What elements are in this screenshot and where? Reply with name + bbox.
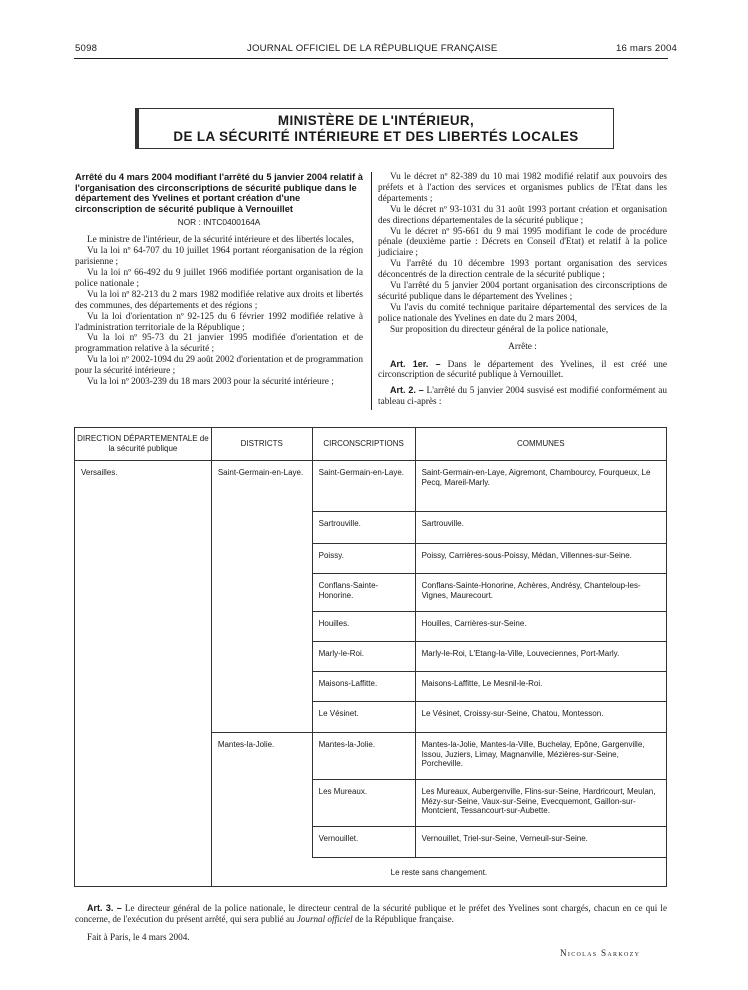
district-cell	[211, 544, 312, 574]
circonscription-cell: Les Mureaux.	[312, 780, 415, 827]
page-number: 5098	[75, 43, 98, 54]
circonscription-cell: Houilles.	[312, 612, 415, 642]
article-3-text-before: Le directeur général de la police nationale, le directeur central de la sécurité publique et le préfet des Yvelines sont chargés, chacun en ce qui le concerne, de l'exécution du présent arrêté, qui sera publié au	[75, 903, 667, 924]
visa-paragraph: Vu la loi nº 64-707 du 10 juillet 1964 portant réorganisation de la région parisienne ;	[75, 246, 363, 268]
circonscription-cell: Conflans-Sainte-Honorine.	[312, 574, 415, 612]
communes-cell: Le Vésinet, Croissy-sur-Seine, Chatou, Montesson.	[415, 702, 666, 733]
article-2	[378, 385, 667, 408]
communes-cell: Poissy, Carrières-sous-Poissy, Médan, Villennes-sur-Seine.	[415, 544, 666, 574]
circonscription-cell: Maisons-Laffitte.	[312, 672, 415, 702]
district-cell: Saint-Germain-en-Laye.	[211, 461, 312, 512]
visa-paragraph: Vu la loi nº 95-73 du 21 janvier 1995 modifiée d'orientation et de programmation relative à la sécurité ;	[75, 333, 363, 355]
circonscription-cell: Marly-le-Roi.	[312, 642, 415, 672]
header-communes: COMMUNES	[415, 428, 666, 461]
visa-paragraph: Vu l'arrêté du 10 décembre 1993 portant organisation des services déconcentrés de la direction centrale de la sécurité publique ;	[378, 259, 667, 281]
article-2-text: L'arrêté du 5 janvier 2004 susvisé est modifié conformément au tableau ci-après :	[378, 386, 667, 408]
communes-cell: Mantes-la-Jolie, Mantes-la-Ville, Buchelay, Epône, Gargenville, Issou, Juziers, Limay, Magnanville, Mézières-sur-Seine, Porcheville.	[415, 733, 666, 780]
communes-cell: Sartrouville.	[415, 512, 666, 544]
visa-paragraph: Vu le décret nº 95-661 du 9 mai 1995 modifiant le code de procédure pénale (deuxième partie : Décrets en Conseil d'Etat) et relatif à la police judiciaire ;	[378, 226, 667, 259]
visa-paragraph: Sur proposition du directeur général de la police nationale,	[390, 324, 609, 335]
ministry-line-1: MINISTÈRE DE L'INTÉRIEUR,	[277, 113, 475, 128]
communes-cell: Les Mureaux, Aubergenville, Flins-sur-Seine, Hardricourt, Meulan, Mézy-sur-Seine, Vaux-sur-Seine, Evecquemont, Gaillon-sur-Montcient, Tessancourt-sur-Aubette.	[415, 780, 666, 827]
circonscriptions-table	[74, 427, 667, 887]
district-cell	[211, 702, 312, 733]
right-column	[378, 172, 667, 408]
circonscription-cell: Sartrouville.	[312, 512, 415, 544]
signature: Nicolas Sarkozy	[560, 948, 641, 958]
communes-cell: Conflans-Sainte-Honorine, Achères, Andrésy, Chanteloup-les-Vignes, Maurecourt.	[415, 574, 666, 612]
visa-paragraph: Vu l'arrêté du 5 janvier 2004 portant organisation des circonscriptions de sécurité publique dans le département des Yvelines ;	[378, 281, 667, 302]
table-footer-note: Le reste sans changement.	[211, 858, 666, 887]
place-date: Fait à Paris, le 4 mars 2004.	[87, 932, 190, 942]
header-rule	[74, 58, 668, 59]
visa-paragraph: Vu la loi d'orientation nº 92-125 du 6 février 1992 modifiée relative à l'administration territoriale de la République ;	[75, 311, 363, 333]
circonscription-cell: Le Vésinet.	[312, 702, 415, 733]
ministry-line-2: DE LA SÉCURITÉ INTÉRIEURE ET DES LIBERTÉS LOCALES	[173, 129, 579, 144]
district-cell: Mantes-la-Jolie.	[211, 733, 312, 780]
visa-paragraph: Vu la loi nº 2003-239 du 18 mars 2003 pour la sécurité intérieure ;	[87, 377, 334, 388]
article-1-text: Dans le département des Yvelines, il est créé une circonscription de sécurité publique à Vernouillet.	[378, 359, 668, 381]
circonscription-cell: Poissy.	[312, 544, 415, 574]
communes-cell: Saint-Germain-en-Laye, Aigremont, Chambourcy, Fourqueux, Le Pecq, Mareil-Marly.	[415, 461, 666, 512]
article-1-label: Art. 1er. –	[390, 358, 441, 369]
issue-date: 16 mars 2004	[616, 43, 678, 54]
communes-cell: Marly-le-Roi, L'Etang-la-Ville, Louveciennes, Port-Marly.	[415, 642, 666, 672]
circonscription-cell: Vernouillet.	[312, 827, 415, 858]
visa-paragraph: Vu l'avis du comité technique paritaire départemental des services de la police nationale des Yvelines en date du 2 mars 2004,	[378, 302, 667, 324]
communes-cell: Maisons-Laffitte, Le Mesnil-le-Roi.	[415, 672, 666, 702]
visa-paragraph: Vu la loi nº 2002-1094 du 29 août 2002 d'orientation et de programmation pour la sécurité intérieure ;	[75, 355, 363, 377]
article-3-text-after: de la République française.	[354, 913, 454, 924]
district-cell	[211, 512, 312, 544]
visa-paragraph: Vu le décret nº 93-1031 du 31 août 1993 portant création et organisation des directions départementales de la sécurité publique ;	[378, 204, 667, 226]
district-cell	[211, 672, 312, 702]
header-circonscriptions: CIRCONSCRIPTIONS	[312, 428, 415, 461]
header-direction: DIRECTION DÉPARTEMENTALE de la sécurité publique	[75, 428, 212, 461]
visa-paragraph: Vu la loi nº 66-492 du 9 juillet 1966 modifiée portant organisation de la police nationale ;	[75, 268, 363, 289]
circonscription-cell: Mantes-la-Jolie.	[312, 733, 415, 780]
communes-cell: Vernouillet, Triel-sur-Seine, Verneuil-sur-Seine.	[415, 827, 666, 858]
district-cell	[211, 827, 312, 858]
article-1	[378, 359, 667, 382]
district-cell	[211, 642, 312, 672]
arrete-word: Arrête :	[508, 341, 537, 352]
circonscription-cell: Saint-Germain-en-Laye.	[312, 461, 415, 512]
column-divider	[371, 172, 372, 410]
direction-cell: Versailles.	[75, 461, 212, 887]
article-3-label: Art. 3. –	[87, 903, 122, 913]
visa-paragraph: Le ministre de l'intérieur, de la sécurité intérieure et des libertés locales,	[87, 235, 354, 246]
left-column	[75, 172, 363, 388]
communes-cell: Houilles, Carrières-sur-Seine.	[415, 612, 666, 642]
district-cell	[211, 612, 312, 642]
district-cell	[211, 780, 312, 827]
arrete-title: Arrêté du 4 mars 2004 modifiant l'arrêté du 5 janvier 2004 relatif à l'organisation des circonscriptions de sécurité publique dans le département des Yvelines et portant création d'une circonscription de sécurité publique à Vernouillet	[75, 172, 363, 214]
journal-title: JOURNAL OFFICIEL DE LA RÉPUBLIQUE FRANÇAISE	[247, 43, 498, 54]
visa-paragraph: Vu la loi nº 82-213 du 2 mars 1982 modifiée relative aux droits et libertés des communes, des départements et des régions ;	[75, 289, 363, 311]
header-districts: DISTRICTS	[211, 428, 312, 461]
article-3-journal: Journal officiel	[296, 913, 353, 924]
ministry-heading	[135, 108, 614, 149]
article-2-label: Art. 2. –	[390, 385, 424, 396]
table-row	[75, 461, 667, 512]
article-3	[75, 903, 667, 925]
nor-reference: NOR : INTC0400164A	[177, 217, 261, 228]
visa-paragraph: Vu le décret nº 82-389 du 10 mai 1982 modifié relatif aux pouvoirs des préfets et à l'action des services et organismes publics de l'Etat dans les départements ;	[378, 172, 667, 204]
district-cell	[211, 574, 312, 612]
